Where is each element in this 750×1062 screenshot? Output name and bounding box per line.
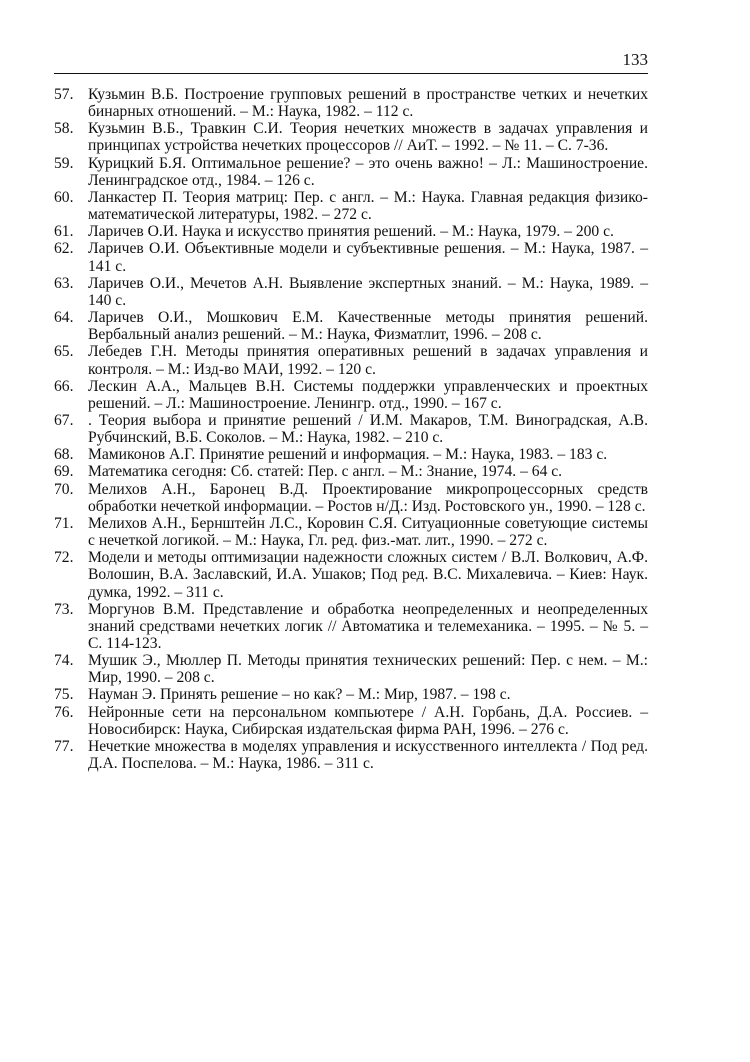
reference-number: 68. bbox=[54, 446, 74, 464]
reference-entry bbox=[54, 481, 648, 515]
reference-text: . Теория выбора и принятие решений / И.М. Макаров, Т.М. Виноградская, А.В. Рубчинский, В.Б. Соколов. – М.: Наука, 1982. – 210 с. bbox=[88, 411, 648, 447]
reference-entry bbox=[54, 601, 648, 652]
reference-entry bbox=[54, 446, 648, 463]
reference-entry bbox=[54, 223, 648, 240]
reference-entry bbox=[54, 549, 648, 600]
reference-text: Математика сегодня: Сб. статей: Пер. с англ. – М.: Знание, 1974. – 64 с. bbox=[88, 463, 563, 481]
reference-number: 77. bbox=[54, 737, 74, 755]
reference-text: Мушик Э., Мюллер П. Методы принятия технических решений: Пер. с нем. – М.: Мир, 1990. – 208 с. bbox=[88, 652, 648, 687]
reference-text: Кузьмин В.Б. Построение групповых решений в пространстве четких и нечетких бинарных отношений. – М.: Наука, 1982. – 112 с. bbox=[88, 86, 648, 121]
reference-text: Нечеткие множества в моделях управления и искусственного интеллекта / Под ред. Д.А. Поспелова. – М.: Наука, 1986. – 311 с. bbox=[88, 737, 648, 773]
reference-entry bbox=[54, 275, 648, 309]
reference-number: 59. bbox=[54, 154, 74, 172]
page-number: 133 bbox=[622, 50, 648, 69]
reference-entry bbox=[54, 343, 648, 377]
reference-text: Мелихов А.Н., Баронец В.Д. Проектирование микропроцессорных средств обработки нечеткой информации. – Ростов н/Д.: Изд. Ростовского ун., 1990. – 128 с. bbox=[88, 480, 648, 515]
reference-text: Ланкастер П. Теория матриц: Пер. с англ. – М.: Наука. Главная редакция физико-математической литературы, 1982. – 272 с. bbox=[88, 188, 648, 224]
reference-text: Мелихов А.Н., Бернштейн Л.С., Коровин С.Я. Ситуационные советующие системы с нечеткой логикой. – М.: Наука, Гл. ред. физ.-мат. лит., 1990. – 272 с. bbox=[88, 514, 648, 550]
reference-number: 73. bbox=[54, 600, 74, 618]
reference-entry bbox=[54, 686, 648, 703]
reference-number: 67. bbox=[54, 411, 74, 429]
header-rule bbox=[54, 73, 648, 74]
reference-text: Ларичев О.И., Мечетов А.Н. Выявление экспертных знаний. – М.: Наука, 1989. – 140 с. bbox=[88, 274, 648, 309]
reference-number: 75. bbox=[54, 686, 74, 704]
reference-text: Мамиконов А.Г. Принятие решений и информация. – М.: Наука, 1983. – 183 с. bbox=[88, 446, 608, 464]
reference-number: 61. bbox=[54, 223, 74, 241]
reference-text: Лескин А.А., Мальцев В.Н. Системы поддержки управленческих и проектных решений. – Л.: Машиностроение. Ленингр. отд., 1990. – 167 с. bbox=[88, 377, 648, 412]
reference-entry bbox=[54, 515, 648, 549]
reference-entry bbox=[54, 738, 648, 772]
reference-entry bbox=[54, 120, 648, 154]
reference-number: 71. bbox=[54, 514, 74, 532]
reference-text: Ларичев О.И. Наука и искусство принятия решений. – М.: Наука, 1979. – 200 с. bbox=[88, 223, 614, 241]
reference-entry bbox=[54, 704, 648, 738]
reference-entry bbox=[54, 412, 648, 446]
reference-number: 76. bbox=[54, 703, 74, 721]
reference-text: Лебедев Г.Н. Методы принятия оперативных решений в задачах управления и контроля. – М.: Изд-во МАИ, 1992. – 120 с. bbox=[88, 343, 648, 378]
reference-entry bbox=[54, 309, 648, 343]
reference-entry bbox=[54, 189, 648, 223]
reference-text: Нейронные сети на персональном компьютере / А.Н. Горбань, Д.А. Россиев. – Новосибирск: Наука, Сибирская издательская фирма РАН, 1996. – 276 с. bbox=[88, 703, 648, 738]
reference-entry bbox=[54, 463, 648, 480]
reference-text: Науман Э. Принять решение – но как? – М.: Мир, 1987. – 198 с. bbox=[88, 686, 511, 704]
reference-number: 57. bbox=[54, 86, 74, 103]
reference-number: 62. bbox=[54, 240, 74, 258]
reference-list bbox=[54, 86, 648, 772]
reference-number: 70. bbox=[54, 480, 74, 498]
reference-entry bbox=[54, 86, 648, 120]
reference-text: Курицкий Б.Я. Оптимальное решение? – это очень важно! – Л.: Машиностроение. Ленинградское отд., 1984. – 126 с. bbox=[88, 154, 648, 189]
reference-number: 64. bbox=[54, 309, 74, 327]
reference-entry bbox=[54, 652, 648, 686]
reference-entry bbox=[54, 155, 648, 189]
reference-number: 58. bbox=[54, 120, 74, 138]
reference-entry bbox=[54, 240, 648, 274]
reference-number: 69. bbox=[54, 463, 74, 481]
reference-number: 60. bbox=[54, 188, 74, 206]
reference-number: 72. bbox=[54, 549, 74, 567]
reference-number: 63. bbox=[54, 274, 74, 292]
reference-text: Модели и методы оптимизации надежности сложных систем / В.Л. Волкович, А.Ф. Волошин, В.А. Заславский, И.А. Ушаков; Под ред. В.С. Михалевича. – Киев: Наук. думка, 1992. – 311 с. bbox=[88, 549, 648, 601]
reference-entry bbox=[54, 378, 648, 412]
reference-number: 74. bbox=[54, 652, 74, 670]
reference-number: 65. bbox=[54, 343, 74, 361]
reference-number: 66. bbox=[54, 377, 74, 395]
reference-text: Кузьмин В.Б., Травкин С.И. Теория нечетких множеств в задачах управления и принципах устройства нечетких процессоров // АиТ. – 1992. – № 11. – С. 7-36. bbox=[88, 120, 648, 155]
reference-text: Ларичев О.И., Мошкович Е.М. Качественные методы принятия решений. Вербальный анализ решений. – М.: Наука, Физматлит, 1996. – 208 с. bbox=[88, 309, 648, 344]
reference-text: Моргунов В.М. Представление и обработка неопределенных и неопределенных знаний средствами нечетких логик // Автоматика и телемеханика. – 1995. – № 5. – С. 114-123. bbox=[88, 600, 648, 652]
reference-text: Ларичев О.И. Объективные модели и субъективные решения. – М.: Наука, 1987. – 141 с. bbox=[88, 240, 648, 275]
